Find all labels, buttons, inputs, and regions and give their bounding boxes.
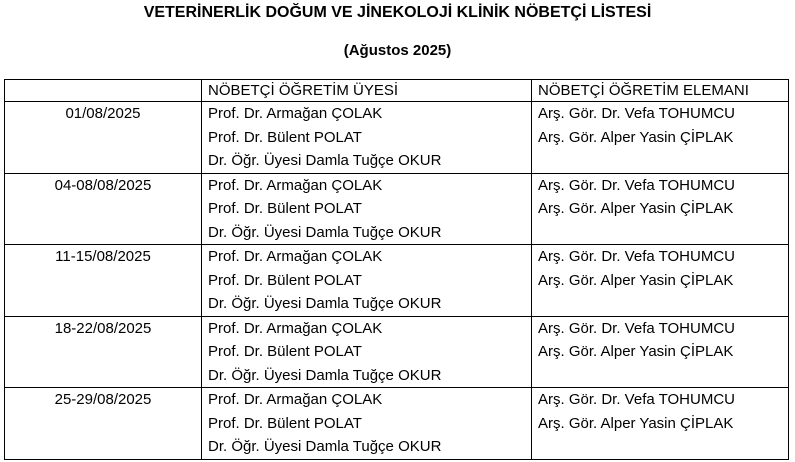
table-row bbox=[5, 102, 789, 174]
faculty-member: Prof. Dr. Bülent POLAT bbox=[208, 271, 362, 289]
duty-date: 11-15/08/2025 bbox=[5, 245, 202, 317]
staff-member: Arş. Gör. Alper Yasin ÇİPLAK bbox=[538, 271, 734, 289]
faculty-member: Dr. Öğr. Üyesi Damla Tuğçe OKUR bbox=[208, 366, 442, 384]
staff-member: Arş. Gör. Dr. Vefa TOHUMCU bbox=[538, 105, 735, 122]
duty-roster-table bbox=[4, 79, 789, 460]
table-header-row bbox=[5, 80, 789, 102]
duty-date: 25-29/08/2025 bbox=[5, 388, 202, 460]
duty-date: 04-08/08/2025 bbox=[5, 173, 202, 245]
staff-member: Arş. Gör. Alper Yasin ÇİPLAK bbox=[538, 414, 734, 432]
faculty-member: Prof. Dr. Bülent POLAT bbox=[208, 343, 362, 360]
faculty-member: Prof. Dr. Armağan ÇOLAK bbox=[208, 248, 383, 265]
staff-cell bbox=[532, 245, 789, 317]
table-row bbox=[5, 316, 789, 388]
faculty-cell bbox=[202, 102, 532, 174]
faculty-member: Prof. Dr. Bülent POLAT bbox=[208, 128, 362, 146]
faculty-cell bbox=[202, 245, 532, 317]
table-row bbox=[5, 173, 789, 245]
staff-member: Arş. Gör. Dr. Vefa TOHUMCU bbox=[538, 176, 735, 194]
staff-member: Arş. Gör. Alper Yasin ÇİPLAK bbox=[538, 200, 734, 217]
staff-member: Arş. Gör. Dr. Vefa TOHUMCU bbox=[538, 248, 735, 265]
staff-member: Arş. Gör. Alper Yasin ÇİPLAK bbox=[538, 128, 734, 146]
staff-member: Arş. Gör. Alper Yasin ÇİPLAK bbox=[538, 343, 734, 360]
faculty-member: Prof. Dr. Armağan ÇOLAK bbox=[208, 105, 383, 122]
faculty-member: Prof. Dr. Armağan ÇOLAK bbox=[208, 391, 383, 408]
faculty-member: Dr. Öğr. Üyesi Damla Tuğçe OKUR bbox=[208, 223, 442, 241]
faculty-cell bbox=[202, 316, 532, 388]
staff-cell bbox=[532, 102, 789, 174]
faculty-member: Dr. Öğr. Üyesi Damla Tuğçe OKUR bbox=[208, 152, 442, 169]
staff-member: Arş. Gör. Dr. Vefa TOHUMCU bbox=[538, 319, 735, 337]
faculty-cell bbox=[202, 388, 532, 460]
header-staff: NÖBETÇİ ÖĞRETİM ELEMANI bbox=[532, 80, 789, 102]
staff-cell bbox=[532, 173, 789, 245]
duty-roster-body bbox=[5, 80, 789, 460]
table-row bbox=[5, 388, 789, 460]
faculty-member: Dr. Öğr. Üyesi Damla Tuğçe OKUR bbox=[208, 295, 442, 312]
staff-cell bbox=[532, 388, 789, 460]
document-subtitle: (Ağustos 2025) bbox=[343, 42, 452, 59]
document-title: VETERİNERLİK DOĞUM VE JİNEKOLOJİ KLİNİK NÖBETÇİ LİSTESİ bbox=[143, 4, 652, 21]
table-row bbox=[5, 245, 789, 317]
staff-member: Arş. Gör. Dr. Vefa TOHUMCU bbox=[538, 391, 735, 408]
faculty-cell bbox=[202, 173, 532, 245]
faculty-member: Prof. Dr. Armağan ÇOLAK bbox=[208, 176, 383, 194]
faculty-member: Dr. Öğr. Üyesi Damla Tuğçe OKUR bbox=[208, 438, 442, 455]
header-faculty: NÖBETÇİ ÖĞRETİM ÜYESİ bbox=[202, 80, 532, 102]
duty-date: 01/08/2025 bbox=[5, 102, 202, 174]
staff-cell bbox=[532, 316, 789, 388]
header-date bbox=[5, 80, 202, 102]
duty-date: 18-22/08/2025 bbox=[5, 316, 202, 388]
faculty-member: Prof. Dr. Bülent POLAT bbox=[208, 414, 362, 432]
faculty-member: Prof. Dr. Armağan ÇOLAK bbox=[208, 319, 383, 337]
faculty-member: Prof. Dr. Bülent POLAT bbox=[208, 200, 362, 217]
